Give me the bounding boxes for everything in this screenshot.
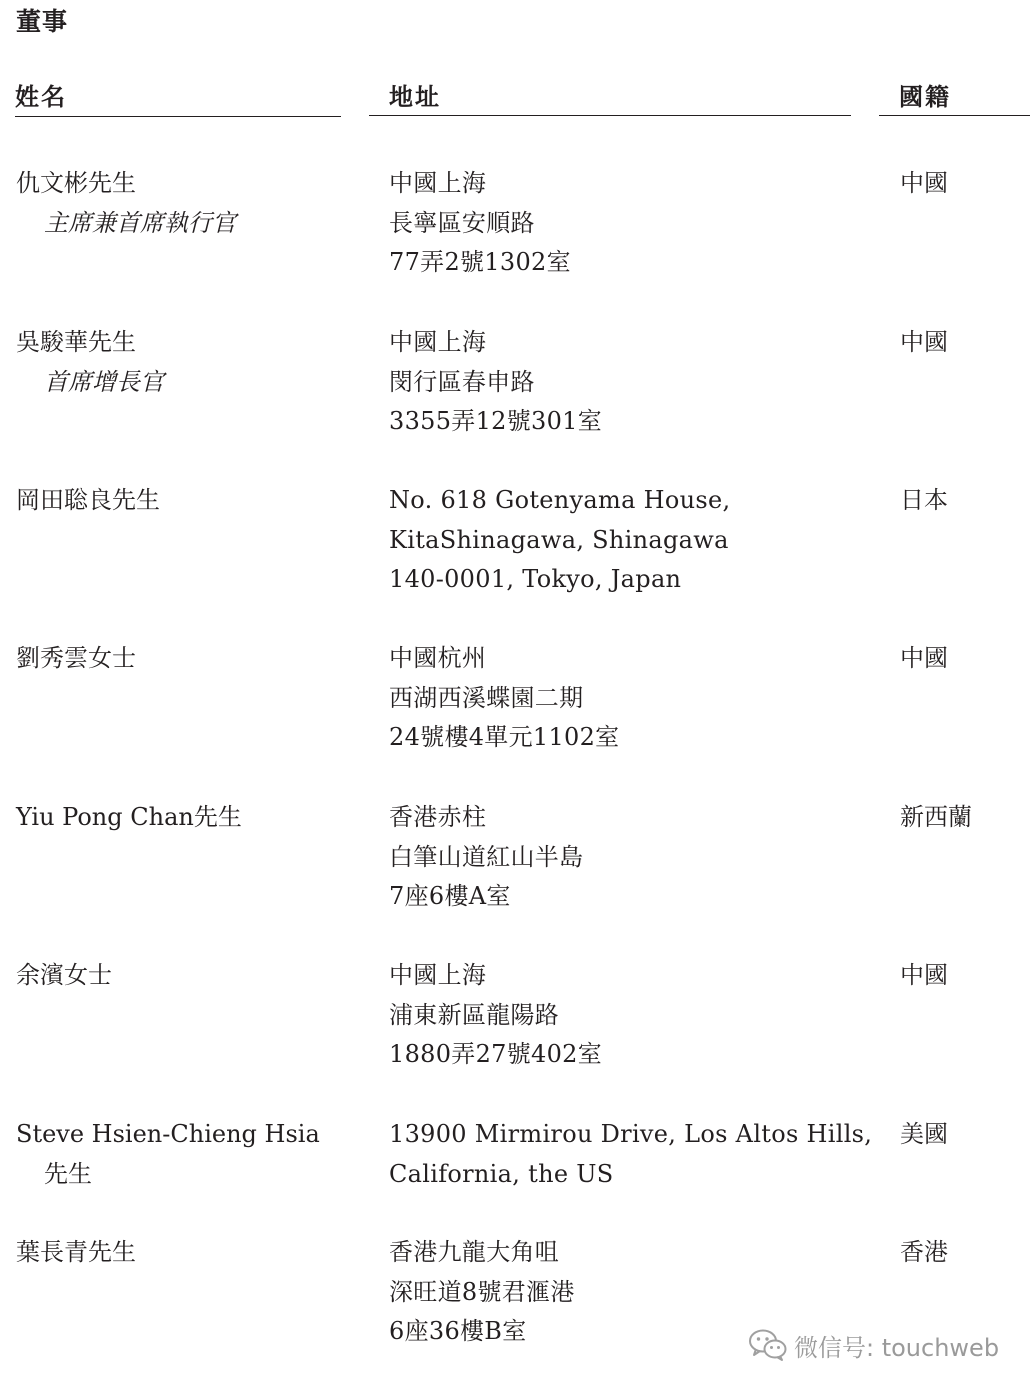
address-line: No. 618 Gotenyama House, [389, 486, 731, 514]
director-name-cell [16, 481, 346, 521]
address-line: 6座36樓B室 [389, 1317, 527, 1345]
address-line: 白筆山道紅山半島 [389, 842, 584, 871]
address-line: 7座6樓A室 [389, 882, 511, 910]
address-line: 中國上海 [389, 328, 487, 356]
director-nationality: 中國 [900, 328, 948, 356]
column-header-nationality: 國籍 [879, 82, 1030, 116]
director-title: 主席兼首席執行官 [44, 208, 236, 237]
director-name-cell [16, 798, 346, 838]
director-name-cell [16, 639, 346, 679]
address-line: 中國上海 [389, 961, 487, 989]
address-line: 西湖西溪蝶園二期 [389, 683, 584, 712]
director-name-cell [16, 1233, 346, 1273]
director-address [389, 1115, 873, 1194]
director-address [389, 956, 859, 1075]
address-line: 長寧區安順路 [389, 208, 535, 237]
director-nationality: 新西蘭 [900, 803, 972, 831]
director-address [389, 481, 859, 600]
director-title: 首席增長官 [44, 367, 164, 396]
address-line: 閔行區春申路 [389, 367, 535, 396]
director-nationality: 香港 [900, 1238, 948, 1266]
director-nationality: 美國 [900, 1120, 948, 1148]
watermark [748, 1327, 999, 1363]
director-name: Yiu Pong Chan先生 [16, 803, 242, 831]
director-name-cell [16, 323, 346, 402]
director-name-cell [16, 1115, 346, 1194]
address-line: 24號樓4單元1102室 [389, 723, 620, 751]
director-name-continued: 先生 [44, 1159, 92, 1188]
address-line: 77弄2號1302室 [389, 248, 571, 276]
address-line: 深旺道8號君滙港 [389, 1277, 575, 1306]
section-title: 董事 [16, 7, 69, 36]
director-name-cell [16, 164, 346, 243]
director-nationality: 中國 [900, 644, 948, 672]
address-line: 香港九龍大角咀 [389, 1238, 560, 1266]
address-line: 1880弄27號402室 [389, 1040, 603, 1068]
director-address [389, 323, 859, 442]
director-nationality: 日本 [900, 486, 948, 514]
director-name-cell [16, 956, 346, 996]
director-name: 葉長青先生 [16, 1238, 136, 1266]
director-address [389, 164, 859, 283]
director-address [389, 798, 859, 917]
address-line: KitaShinagawa, Shinagawa [389, 525, 729, 554]
director-nationality: 中國 [900, 169, 948, 197]
director-name: 余濱女士 [16, 961, 112, 989]
address-line: 香港赤柱 [389, 803, 487, 831]
address-line: 中國杭州 [389, 644, 487, 672]
watermark-text: 微信号: touchweb [794, 1333, 1000, 1362]
address-line: California, the US [389, 1159, 614, 1188]
director-address [389, 639, 859, 758]
address-line: 13900 Mirmirou Drive, Los Altos Hills, [389, 1120, 873, 1148]
director-name: 岡田聡良先生 [16, 486, 160, 514]
address-line: 中國上海 [389, 169, 487, 197]
director-name: Steve Hsien-Chieng Hsia [16, 1120, 320, 1148]
address-line: 3355弄12號301室 [389, 407, 603, 435]
wechat-icon [748, 1328, 788, 1362]
director-name: 仇文彬先生 [16, 169, 136, 197]
director-name: 劉秀雲女士 [16, 644, 136, 672]
director-nationality: 中國 [900, 961, 948, 989]
director-name: 吳駿華先生 [16, 328, 136, 356]
address-line: 浦東新區龍陽路 [389, 1000, 560, 1029]
address-line: 140-0001, Tokyo, Japan [389, 565, 682, 593]
column-header-name: 姓名 [15, 82, 341, 117]
column-header-address: 地址 [369, 82, 851, 116]
